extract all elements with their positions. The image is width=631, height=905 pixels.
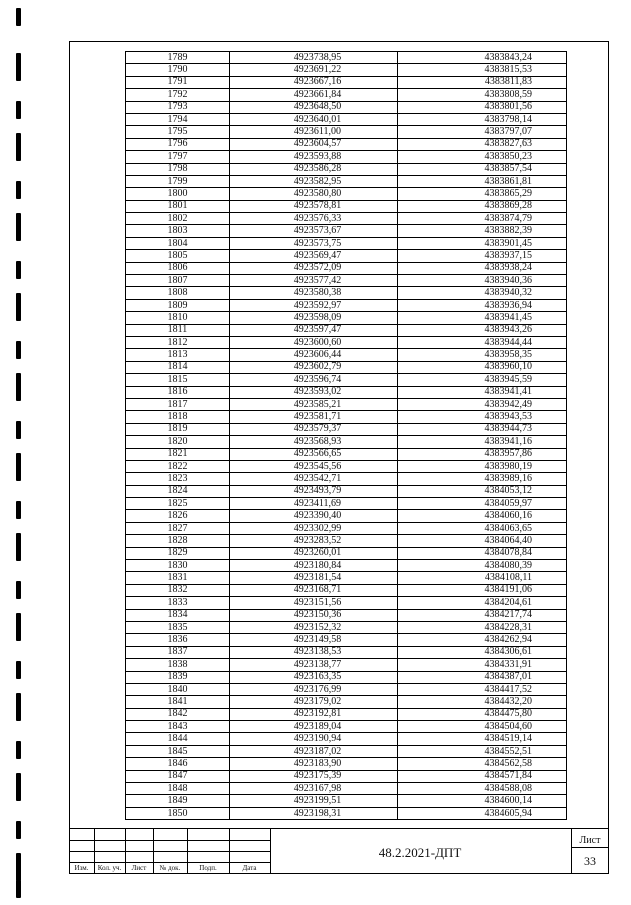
point-number-cell: 1838 [126,659,230,671]
point-number-cell: 1796 [126,138,230,150]
y-coordinate-cell: 4384080,39 [398,560,567,572]
y-coordinate-cell: 4383943,53 [398,411,567,423]
point-number-cell: 1816 [126,386,230,398]
y-coordinate-cell: 4384060,16 [398,510,567,522]
sheet-label: Лист [579,835,601,846]
x-coordinate-cell: 4923568,93 [230,436,398,448]
point-number-cell: 1791 [126,76,230,88]
x-coordinate-cell: 4923189,04 [230,721,398,733]
table-row [126,522,567,534]
y-coordinate-cell: 4383941,45 [398,312,567,324]
y-coordinate-cell: 4383941,16 [398,436,567,448]
stamp-label-signature: Подп. [199,864,217,872]
table-row [126,312,567,324]
table-row [126,101,567,113]
point-number-cell: 1815 [126,374,230,386]
binding-mark [16,613,21,641]
x-coordinate-cell: 4923545,56 [230,460,398,472]
y-coordinate-cell: 4384552,51 [398,745,567,757]
x-coordinate-cell: 4923593,02 [230,386,398,398]
y-coordinate-cell: 4383960,10 [398,361,567,373]
table-row [126,89,567,101]
title-block [69,828,609,874]
x-coordinate-cell: 4923190,94 [230,733,398,745]
y-coordinate-cell: 4383942,49 [398,398,567,410]
y-coordinate-cell: 4383938,24 [398,262,567,274]
point-number-cell: 1849 [126,795,230,807]
x-coordinate-cell: 4923640,01 [230,113,398,125]
binding-mark [16,181,21,199]
x-coordinate-cell: 4923176,99 [230,683,398,695]
point-number-cell: 1845 [126,745,230,757]
table-row [126,213,567,225]
x-coordinate-cell: 4923581,71 [230,411,398,423]
x-coordinate-cell: 4923661,84 [230,89,398,101]
x-coordinate-cell: 4923602,79 [230,361,398,373]
y-coordinate-cell: 4383945,59 [398,374,567,386]
table-row [126,76,567,88]
y-coordinate-cell: 4384519,14 [398,733,567,745]
sheet-number: 33 [584,854,596,868]
x-coordinate-cell: 4923596,74 [230,374,398,386]
table-row [126,597,567,609]
table-row [126,758,567,770]
x-coordinate-cell: 4923199,51 [230,795,398,807]
binding-mark [16,853,21,881]
point-number-cell: 1817 [126,398,230,410]
table-row [126,287,567,299]
x-coordinate-cell: 4923582,95 [230,175,398,187]
point-number-cell: 1799 [126,175,230,187]
binding-mark [16,501,21,519]
y-coordinate-cell: 4384600,14 [398,795,567,807]
table-row [126,584,567,596]
x-coordinate-cell: 4923542,71 [230,473,398,485]
table-row [126,113,567,125]
table-row [126,151,567,163]
table-row [126,237,567,249]
table-row [126,733,567,745]
table-row [126,795,567,807]
y-coordinate-cell: 4383869,28 [398,200,567,212]
point-number-cell: 1797 [126,151,230,163]
table-row [126,807,567,819]
x-coordinate-cell: 4923598,09 [230,312,398,324]
binding-mark [16,880,21,898]
x-coordinate-cell: 4923152,32 [230,621,398,633]
x-coordinate-cell: 4923390,40 [230,510,398,522]
binding-mark [16,8,21,26]
table-row [126,783,567,795]
binding-mark [16,421,21,439]
point-number-cell: 1813 [126,349,230,361]
y-coordinate-cell: 4383861,81 [398,175,567,187]
y-coordinate-cell: 4383815,53 [398,64,567,76]
table-row [126,299,567,311]
binding-mark [16,133,21,161]
y-coordinate-cell: 4384217,74 [398,609,567,621]
table-row [126,708,567,720]
y-coordinate-cell: 4384064,40 [398,535,567,547]
y-coordinate-cell: 4384228,31 [398,621,567,633]
point-number-cell: 1840 [126,683,230,695]
table-row [126,646,567,658]
table-row [126,659,567,671]
x-coordinate-cell: 4923585,21 [230,398,398,410]
point-number-cell: 1825 [126,498,230,510]
point-number-cell: 1820 [126,436,230,448]
point-number-cell: 1829 [126,547,230,559]
point-number-cell: 1789 [126,52,230,64]
y-coordinate-cell: 4383937,15 [398,250,567,262]
x-coordinate-cell: 4923572,09 [230,262,398,274]
table-row [126,473,567,485]
x-coordinate-cell: 4923150,36 [230,609,398,621]
y-coordinate-cell: 4384432,20 [398,696,567,708]
x-coordinate-cell: 4923606,44 [230,349,398,361]
point-number-cell: 1814 [126,361,230,373]
point-number-cell: 1841 [126,696,230,708]
y-coordinate-cell: 4384387,01 [398,671,567,683]
table-row [126,572,567,584]
y-coordinate-cell: 4384571,84 [398,770,567,782]
binding-mark [16,773,21,801]
table-row [126,175,567,187]
y-coordinate-cell: 4383980,19 [398,460,567,472]
y-coordinate-cell: 4383943,26 [398,324,567,336]
y-coordinate-cell: 4383901,45 [398,237,567,249]
x-coordinate-cell: 4923569,47 [230,250,398,262]
y-coordinate-cell: 4384078,84 [398,547,567,559]
table-row [126,560,567,572]
y-coordinate-cell: 4384191,06 [398,584,567,596]
table-row [126,188,567,200]
x-coordinate-cell: 4923573,67 [230,225,398,237]
x-coordinate-cell: 4923167,98 [230,783,398,795]
x-coordinate-cell: 4923566,65 [230,448,398,460]
x-coordinate-cell: 4923181,54 [230,572,398,584]
y-coordinate-cell: 4383843,24 [398,52,567,64]
coordinates-table [125,51,567,820]
x-coordinate-cell: 4923600,60 [230,336,398,348]
table-row [126,163,567,175]
x-coordinate-cell: 4923179,02 [230,696,398,708]
table-row [126,671,567,683]
y-coordinate-cell: 4383797,07 [398,126,567,138]
point-number-cell: 1819 [126,423,230,435]
y-coordinate-cell: 4383989,16 [398,473,567,485]
table-row [126,275,567,287]
x-coordinate-cell: 4923593,88 [230,151,398,163]
point-number-cell: 1798 [126,163,230,175]
table-row [126,349,567,361]
x-coordinate-cell: 4923163,35 [230,671,398,683]
point-number-cell: 1835 [126,621,230,633]
x-coordinate-cell: 4923592,97 [230,299,398,311]
x-coordinate-cell: 4923580,80 [230,188,398,200]
y-coordinate-cell: 4383801,56 [398,101,567,113]
table-row [126,535,567,547]
table-row [126,64,567,76]
stamp-label-doc-number: № док. [159,864,181,872]
table-row [126,696,567,708]
stamp-label-date: Дата [242,864,257,872]
point-number-cell: 1793 [126,101,230,113]
table-row [126,609,567,621]
point-number-cell: 1812 [126,336,230,348]
y-coordinate-cell: 4383874,79 [398,213,567,225]
y-coordinate-cell: 4383857,54 [398,163,567,175]
table-row [126,262,567,274]
table-row [126,361,567,373]
y-coordinate-cell: 4384605,94 [398,807,567,819]
point-number-cell: 1837 [126,646,230,658]
y-coordinate-cell: 4383808,59 [398,89,567,101]
table-row [126,138,567,150]
point-number-cell: 1830 [126,560,230,572]
binding-mark [16,581,21,599]
binding-mark [16,533,21,561]
x-coordinate-cell: 4923578,81 [230,200,398,212]
x-coordinate-cell: 4923648,50 [230,101,398,113]
table-row [126,745,567,757]
point-number-cell: 1808 [126,287,230,299]
y-coordinate-cell: 4383941,41 [398,386,567,398]
point-number-cell: 1806 [126,262,230,274]
table-row [126,200,567,212]
x-coordinate-cell: 4923175,39 [230,770,398,782]
x-coordinate-cell: 4923138,77 [230,659,398,671]
y-coordinate-cell: 4383958,35 [398,349,567,361]
point-number-cell: 1805 [126,250,230,262]
y-coordinate-cell: 4384306,61 [398,646,567,658]
table-row [126,770,567,782]
y-coordinate-cell: 4384108,11 [398,572,567,584]
x-coordinate-cell: 4923187,02 [230,745,398,757]
y-coordinate-cell: 4383798,14 [398,113,567,125]
point-number-cell: 1834 [126,609,230,621]
table-row [126,510,567,522]
point-number-cell: 1818 [126,411,230,423]
table-row [126,423,567,435]
point-number-cell: 1839 [126,671,230,683]
binding-mark [16,693,21,721]
point-number-cell: 1846 [126,758,230,770]
point-number-cell: 1794 [126,113,230,125]
point-number-cell: 1842 [126,708,230,720]
table-row [126,324,567,336]
point-number-cell: 1824 [126,485,230,497]
point-number-cell: 1847 [126,770,230,782]
point-number-cell: 1800 [126,188,230,200]
binding-mark [16,101,21,119]
point-number-cell: 1831 [126,572,230,584]
y-coordinate-cell: 4384588,08 [398,783,567,795]
y-coordinate-cell: 4384262,94 [398,634,567,646]
x-coordinate-cell: 4923149,58 [230,634,398,646]
point-number-cell: 1821 [126,448,230,460]
x-coordinate-cell: 4923577,42 [230,275,398,287]
table-row [126,485,567,497]
x-coordinate-cell: 4923576,33 [230,213,398,225]
binding-mark [16,373,21,401]
stamp-label-sheet: Лист [131,864,147,872]
y-coordinate-cell: 4383944,44 [398,336,567,348]
point-number-cell: 1848 [126,783,230,795]
point-number-cell: 1803 [126,225,230,237]
x-coordinate-cell: 4923493,79 [230,485,398,497]
y-coordinate-cell: 4384059,97 [398,498,567,510]
x-coordinate-cell: 4923611,00 [230,126,398,138]
point-number-cell: 1836 [126,634,230,646]
x-coordinate-cell: 4923138,53 [230,646,398,658]
table-row [126,411,567,423]
x-coordinate-cell: 4923411,69 [230,498,398,510]
stamp-label-change: Изм. [74,864,89,872]
x-coordinate-cell: 4923586,28 [230,163,398,175]
x-coordinate-cell: 4923738,95 [230,52,398,64]
x-coordinate-cell: 4923691,22 [230,64,398,76]
binding-mark [16,821,21,839]
point-number-cell: 1833 [126,597,230,609]
point-number-cell: 1828 [126,535,230,547]
y-coordinate-cell: 4383944,73 [398,423,567,435]
point-number-cell: 1801 [126,200,230,212]
point-number-cell: 1827 [126,522,230,534]
table-row [126,374,567,386]
x-coordinate-cell: 4923198,31 [230,807,398,819]
y-coordinate-cell: 4384053,12 [398,485,567,497]
table-row [126,634,567,646]
table-row [126,225,567,237]
point-number-cell: 1802 [126,213,230,225]
x-coordinate-cell: 4923604,57 [230,138,398,150]
point-number-cell: 1804 [126,237,230,249]
y-coordinate-cell: 4384475,80 [398,708,567,720]
y-coordinate-cell: 4384331,91 [398,659,567,671]
y-coordinate-cell: 4383865,29 [398,188,567,200]
y-coordinate-cell: 4384562,58 [398,758,567,770]
binding-mark [16,741,21,759]
point-number-cell: 1850 [126,807,230,819]
point-number-cell: 1809 [126,299,230,311]
point-number-cell: 1826 [126,510,230,522]
document-code: 48.2.2021-ДПТ [378,845,462,860]
point-number-cell: 1822 [126,460,230,472]
y-coordinate-cell: 4383827,63 [398,138,567,150]
x-coordinate-cell: 4923667,16 [230,76,398,88]
x-coordinate-cell: 4923573,75 [230,237,398,249]
x-coordinate-cell: 4923151,56 [230,597,398,609]
x-coordinate-cell: 4923192,81 [230,708,398,720]
binding-mark [16,453,21,481]
table-row [126,621,567,633]
table-row [126,52,567,64]
point-number-cell: 1823 [126,473,230,485]
table-row [126,721,567,733]
binding-mark [16,53,21,81]
table-row [126,386,567,398]
binding-mark [16,341,21,359]
x-coordinate-cell: 4923579,37 [230,423,398,435]
y-coordinate-cell: 4384504,60 [398,721,567,733]
y-coordinate-cell: 4383882,39 [398,225,567,237]
point-number-cell: 1795 [126,126,230,138]
table-row [126,547,567,559]
x-coordinate-cell: 4923168,71 [230,584,398,596]
table-row [126,398,567,410]
table-row [126,436,567,448]
y-coordinate-cell: 4383936,94 [398,299,567,311]
stamp-label-count: Кол. уч. [97,864,122,872]
x-coordinate-cell: 4923260,01 [230,547,398,559]
x-coordinate-cell: 4923580,38 [230,287,398,299]
x-coordinate-cell: 4923283,52 [230,535,398,547]
point-number-cell: 1810 [126,312,230,324]
y-coordinate-cell: 4383940,32 [398,287,567,299]
binding-mark [16,213,21,241]
table-row [126,448,567,460]
x-coordinate-cell: 4923597,47 [230,324,398,336]
point-number-cell: 1811 [126,324,230,336]
y-coordinate-cell: 4384204,61 [398,597,567,609]
y-coordinate-cell: 4383850,23 [398,151,567,163]
table-row [126,336,567,348]
table-row [126,250,567,262]
x-coordinate-cell: 4923302,99 [230,522,398,534]
point-number-cell: 1807 [126,275,230,287]
table-row [126,460,567,472]
table-row [126,498,567,510]
point-number-cell: 1844 [126,733,230,745]
point-number-cell: 1790 [126,64,230,76]
y-coordinate-cell: 4383940,36 [398,275,567,287]
binding-mark [16,293,21,321]
x-coordinate-cell: 4923180,84 [230,560,398,572]
table-row [126,126,567,138]
y-coordinate-cell: 4384063,65 [398,522,567,534]
binding-mark [16,261,21,279]
y-coordinate-cell: 4383811,83 [398,76,567,88]
point-number-cell: 1832 [126,584,230,596]
x-coordinate-cell: 4923183,90 [230,758,398,770]
point-number-cell: 1843 [126,721,230,733]
point-number-cell: 1792 [126,89,230,101]
binding-mark [16,661,21,679]
y-coordinate-cell: 4384417,52 [398,683,567,695]
table-row [126,683,567,695]
y-coordinate-cell: 4383957,86 [398,448,567,460]
